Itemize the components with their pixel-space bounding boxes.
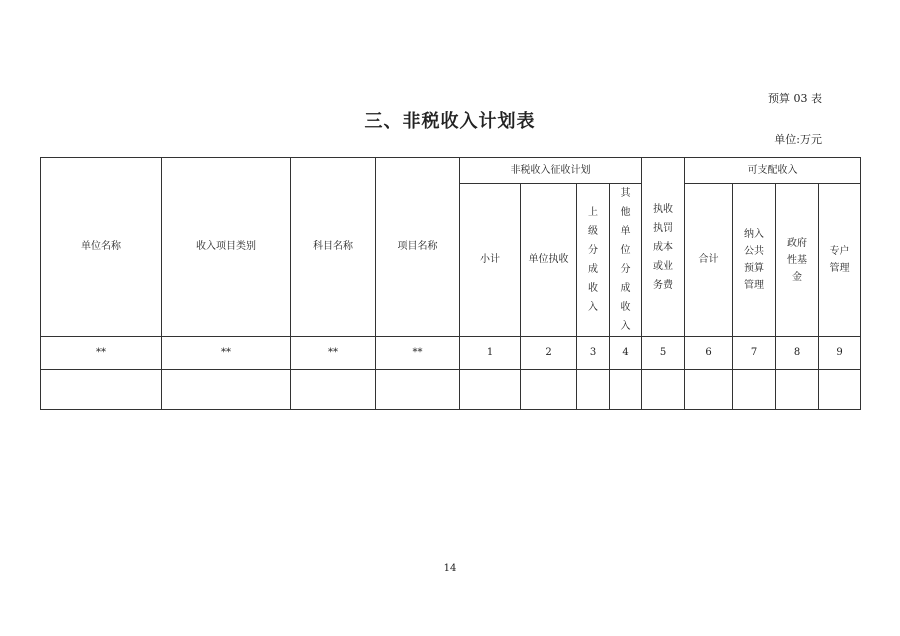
- index-cell: 3: [577, 337, 610, 370]
- table-cell: [41, 370, 162, 410]
- header-subtotal: 小计: [460, 184, 521, 337]
- index-cell: 8: [776, 337, 819, 370]
- table-row: [41, 370, 861, 410]
- header-superior-share: 上级分成收入: [577, 184, 610, 337]
- table-cell: [819, 370, 861, 410]
- table-cell: [733, 370, 776, 410]
- header-special-account: 专户 管理: [819, 184, 861, 337]
- header-public-budget: 纳入 公共 预算 管理: [733, 184, 776, 337]
- header-subject-name: 科目名称: [291, 158, 376, 337]
- index-cell: 2: [521, 337, 577, 370]
- table-cell: [685, 370, 733, 410]
- index-cell: 5: [642, 337, 685, 370]
- header-gov-fund: 政府 性基 金: [776, 184, 819, 337]
- table-cell: [577, 370, 610, 410]
- table-cell: [642, 370, 685, 410]
- table-cell: [291, 370, 376, 410]
- table-cell: [162, 370, 291, 410]
- non-tax-income-plan-table: [40, 157, 861, 410]
- index-row: [41, 337, 861, 370]
- unit-label: 单位:万元: [774, 133, 822, 146]
- index-cell: 1: [460, 337, 521, 370]
- index-cell: **: [376, 337, 460, 370]
- index-cell: 4: [610, 337, 642, 370]
- header-unit-name: 单位名称: [41, 158, 162, 337]
- header-unit-collected: 单位执收: [521, 184, 577, 337]
- header-collection-plan: 非税收入征收计划: [460, 158, 642, 184]
- index-cell: **: [41, 337, 162, 370]
- table-cell: [460, 370, 521, 410]
- page-number: 14: [443, 563, 457, 574]
- table-cell: [776, 370, 819, 410]
- index-cell: 6: [685, 337, 733, 370]
- header-other-unit-share: 其他单位分成收入: [610, 184, 642, 337]
- header-enforcement-cost: 执收执罚成本或业务费: [642, 158, 685, 337]
- index-cell: 9: [819, 337, 861, 370]
- table-cell: [610, 370, 642, 410]
- header-total: 合计: [685, 184, 733, 337]
- index-cell: 7: [733, 337, 776, 370]
- table-cell: [521, 370, 577, 410]
- table-cell: [376, 370, 460, 410]
- index-cell: **: [291, 337, 376, 370]
- header-disposable-income: 可支配收入: [685, 158, 861, 184]
- index-cell: **: [162, 337, 291, 370]
- header-income-category: 收入项目类别: [162, 158, 291, 337]
- header-project-name: 项目名称: [376, 158, 460, 337]
- form-number: 预算 03 表: [768, 92, 822, 105]
- page-title: 三、非税收入计划表: [364, 111, 536, 132]
